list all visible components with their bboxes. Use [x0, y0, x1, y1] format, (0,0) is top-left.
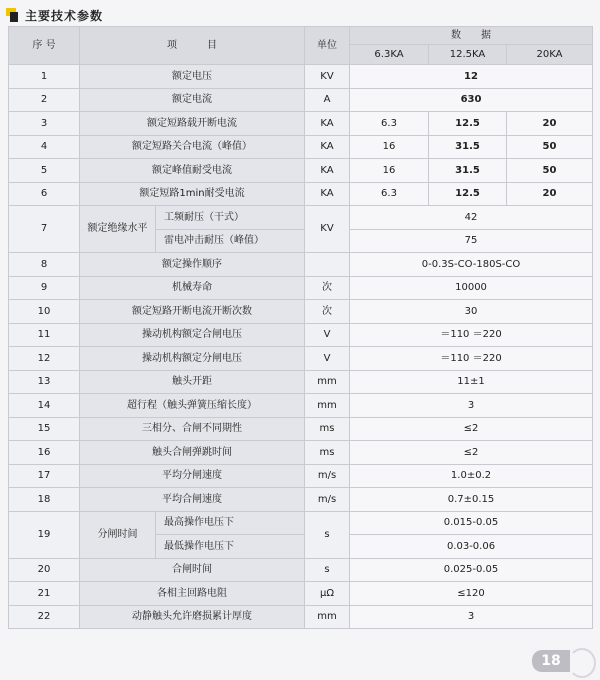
section-marker-icon	[6, 8, 22, 22]
table-row	[9, 276, 593, 300]
row-item: 机械寿命	[80, 276, 305, 300]
row-value-6.3ka: 6.3	[350, 112, 429, 136]
table-row	[9, 558, 593, 582]
row-value: 630	[350, 88, 593, 112]
row-sub-item: 雷电冲击耐压（峰值）	[156, 229, 305, 253]
table-row	[9, 417, 593, 441]
row-value: 30	[350, 300, 593, 324]
section-title: 主要技术参数	[25, 8, 104, 23]
table-row	[9, 323, 593, 347]
page-number: 18	[532, 650, 570, 672]
row-unit: mm	[305, 370, 350, 394]
row-value: 75	[350, 229, 593, 253]
row-unit: ms	[305, 417, 350, 441]
row-unit: 次	[305, 276, 350, 300]
row-item: 合闸时间	[80, 558, 305, 582]
row-no: 15	[9, 417, 80, 441]
row-item: 额定短路载开断电流	[80, 112, 305, 136]
row-item: 操动机构额定分闸电压	[80, 347, 305, 371]
row-item: 平均分闸速度	[80, 464, 305, 488]
table-row	[9, 370, 593, 394]
row-no: 12	[9, 347, 80, 371]
row-value: ＝110 ＝220	[350, 347, 593, 371]
row-value: ≤2	[350, 441, 593, 465]
row-value: ≤120	[350, 582, 593, 606]
row-value-12.5ka: 31.5	[429, 135, 507, 159]
row-value: 0.015-0.05	[350, 511, 593, 535]
row-value-20ka: 50	[507, 159, 593, 183]
row-unit: m/s	[305, 488, 350, 512]
spec-table	[8, 26, 593, 629]
row-item: 平均合闸速度	[80, 488, 305, 512]
row-value: 0-0.3S-CO-180S-CO	[350, 253, 593, 277]
row-item: 动静触头允许磨损累计厚度	[80, 605, 305, 629]
table-row	[9, 488, 593, 512]
table-row	[9, 582, 593, 606]
row-item: 额定短路1min耐受电流	[80, 182, 305, 206]
table-row	[9, 441, 593, 465]
row-no: 18	[9, 488, 80, 512]
row-sub-item: 最高操作电压下	[156, 511, 305, 535]
row-value: 12	[350, 65, 593, 89]
row-no: 5	[9, 159, 80, 183]
row-unit: s	[305, 558, 350, 582]
row-value: 42	[350, 206, 593, 230]
row-unit: V	[305, 323, 350, 347]
row-unit: KA	[305, 112, 350, 136]
row-unit: KA	[305, 159, 350, 183]
table-row	[9, 511, 593, 535]
row-value: 10000	[350, 276, 593, 300]
row-unit: KA	[305, 135, 350, 159]
row-item: 三相分、合闸不同期性	[80, 417, 305, 441]
row-unit	[305, 253, 350, 277]
row-no: 9	[9, 276, 80, 300]
row-value: 0.025-0.05	[350, 558, 593, 582]
table-row	[9, 65, 593, 89]
row-unit: mm	[305, 605, 350, 629]
row-no: 3	[9, 112, 80, 136]
row-no: 4	[9, 135, 80, 159]
row-item: 额定操作顺序	[80, 253, 305, 277]
table-row	[9, 394, 593, 418]
table-row	[9, 135, 593, 159]
row-item: 触头合闸弹跳时间	[80, 441, 305, 465]
row-item: 额定峰值耐受电流	[80, 159, 305, 183]
row-value: 11±1	[350, 370, 593, 394]
row-item: 额定电流	[80, 88, 305, 112]
row-sub-item: 最低操作电压下	[156, 535, 305, 559]
row-no: 13	[9, 370, 80, 394]
row-no: 20	[9, 558, 80, 582]
row-no: 19	[9, 511, 80, 558]
header-col-12.5ka: 12.5KA	[429, 45, 507, 65]
table-row	[9, 347, 593, 371]
row-value: ≤2	[350, 417, 593, 441]
table-row	[9, 112, 593, 136]
row-value: ＝110 ＝220	[350, 323, 593, 347]
row-sub-item: 工频耐压（干式）	[156, 206, 305, 230]
row-item: 超行程（触头弹簧压缩长度）	[80, 394, 305, 418]
table-row	[9, 206, 593, 230]
table-row	[9, 182, 593, 206]
row-item: 额定电压	[80, 65, 305, 89]
row-unit: s	[305, 511, 350, 558]
row-value-20ka: 50	[507, 135, 593, 159]
row-value-6.3ka: 6.3	[350, 182, 429, 206]
row-value-6.3ka: 16	[350, 159, 429, 183]
table-row	[9, 159, 593, 183]
row-unit: ms	[305, 441, 350, 465]
row-value-20ka: 20	[507, 182, 593, 206]
table-row	[9, 88, 593, 112]
section-header	[6, 5, 103, 25]
header-col-20ka: 20KA	[507, 45, 593, 65]
row-value: 0.7±0.15	[350, 488, 593, 512]
page-swirl-icon	[568, 648, 596, 678]
row-unit: 次	[305, 300, 350, 324]
table-row	[9, 253, 593, 277]
row-unit: KA	[305, 182, 350, 206]
row-no: 22	[9, 605, 80, 629]
row-no: 17	[9, 464, 80, 488]
row-value-6.3ka: 16	[350, 135, 429, 159]
row-value-20ka: 20	[507, 112, 593, 136]
row-unit: KV	[305, 206, 350, 253]
row-unit: A	[305, 88, 350, 112]
row-no: 16	[9, 441, 80, 465]
row-value: 3	[350, 605, 593, 629]
table-row	[9, 300, 593, 324]
row-group-label: 额定绝缘水平	[80, 206, 156, 253]
row-unit: V	[305, 347, 350, 371]
row-item: 操动机构额定合闸电压	[80, 323, 305, 347]
row-value-12.5ka: 31.5	[429, 159, 507, 183]
row-no: 2	[9, 88, 80, 112]
row-value-12.5ka: 12.5	[429, 182, 507, 206]
row-no: 11	[9, 323, 80, 347]
row-no: 6	[9, 182, 80, 206]
header-col-6.3ka: 6.3KA	[350, 45, 429, 65]
row-value-12.5ka: 12.5	[429, 112, 507, 136]
row-unit: mm	[305, 394, 350, 418]
row-item: 额定短路关合电流（峰值）	[80, 135, 305, 159]
header-item: 项 目	[80, 27, 305, 65]
row-no: 7	[9, 206, 80, 253]
row-no: 1	[9, 65, 80, 89]
row-unit: KV	[305, 65, 350, 89]
row-value: 3	[350, 394, 593, 418]
row-value: 0.03-0.06	[350, 535, 593, 559]
row-no: 10	[9, 300, 80, 324]
header-unit: 单位	[305, 27, 350, 65]
row-unit: m/s	[305, 464, 350, 488]
row-no: 21	[9, 582, 80, 606]
row-item: 各相主回路电阻	[80, 582, 305, 606]
row-no: 8	[9, 253, 80, 277]
row-group-label: 分闸时间	[80, 511, 156, 558]
table-row	[9, 464, 593, 488]
row-no: 14	[9, 394, 80, 418]
row-unit: μΩ	[305, 582, 350, 606]
table-row	[9, 605, 593, 629]
row-item: 触头开距	[80, 370, 305, 394]
row-value: 1.0±0.2	[350, 464, 593, 488]
header-no: 序 号	[9, 27, 80, 65]
header-data: 数 据	[350, 27, 593, 45]
row-item: 额定短路开断电流开断次数	[80, 300, 305, 324]
